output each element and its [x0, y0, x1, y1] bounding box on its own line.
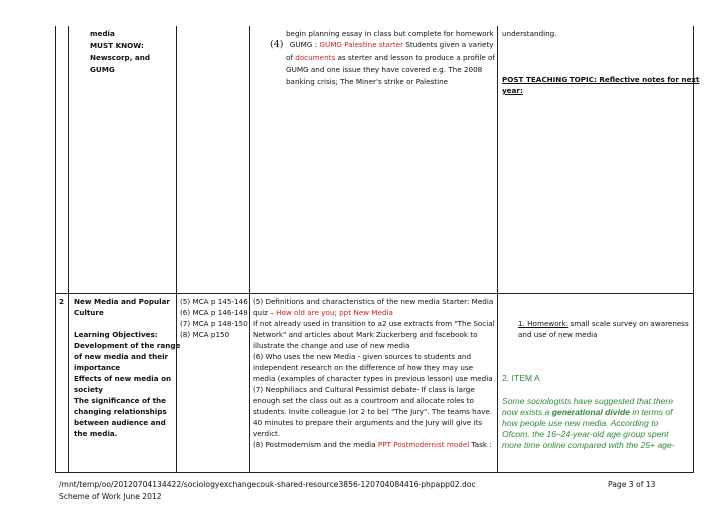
postmodern-text: (8) Postmodernism and the media: [253, 440, 378, 449]
topic-line-1: media: [90, 29, 115, 38]
table-border-right: [693, 26, 694, 473]
activity-text: If not already used in transition to a2 use extracts from "The Social: [253, 319, 495, 328]
homework-label: 1. Homework:: [518, 319, 569, 328]
objective-line: Effects of new media on: [74, 374, 172, 383]
objective-line: changing relationships: [74, 407, 167, 416]
table-border-bottom: [55, 472, 694, 473]
table-border-col3: [249, 26, 250, 473]
activity-text: students. Invite colleague (or 2 to be) "The Jury". The teams have: [253, 407, 490, 416]
resource-ref: (6) MCA p 146-148: [180, 308, 248, 317]
item-a-text: Some sociologists have suggested that there: [502, 396, 674, 406]
activity-students-text: Students given a variety: [403, 40, 494, 49]
how-old-are-you-link[interactable]: How old are you; ppt New Media: [276, 308, 393, 317]
activity-line-3: [286, 53, 495, 64]
activity-text: (5) Definitions and characteristics of the new media Starter: Media: [253, 297, 494, 306]
generational-divide-text: generational divide: [551, 407, 631, 417]
activity-text: independent research on the difference of how they may use: [253, 363, 474, 372]
activity-colon: :: [312, 40, 320, 49]
activity-line-3-b: as sterter and lesson to produce a profile of: [335, 53, 495, 62]
footer-scheme: Scheme of Work June 2012: [59, 492, 162, 501]
topic-title-1: New Media and Popular: [74, 297, 170, 306]
task-text: Task :: [469, 440, 492, 449]
item-a-text: how people use new media. According to: [502, 418, 659, 428]
homework-text: small scale survey on awareness: [568, 319, 689, 328]
resource-ref: (7) MCA p 148-150: [180, 319, 248, 328]
objective-line: between audience and: [74, 418, 166, 427]
postmodernist-model-link[interactable]: PPT Postmodernist model: [377, 440, 470, 449]
table-border-left: [55, 26, 56, 473]
objective-line: The significance of the: [74, 396, 167, 405]
documents-link[interactable]: documents: [295, 53, 336, 62]
homework-line: [518, 319, 689, 330]
post-teaching-heading-2: year:: [502, 86, 523, 95]
row-divider: [55, 293, 694, 294]
topic-title-2: Culture: [74, 308, 104, 317]
topic-line-4: GUMG: [90, 65, 115, 74]
activity-item-4: [270, 40, 494, 51]
objective-line: Learning Objectives:: [74, 330, 158, 339]
activity-text: 40 minutes to prepare their arguments and the Jury will give its: [253, 418, 483, 427]
footer-page-number: Page 3 of 13: [608, 480, 656, 489]
objective-line: the media.: [74, 429, 118, 438]
post-teaching-heading-1: POST TEACHING TOPIC: Reflective notes for next: [502, 75, 700, 84]
activity-text: illustrate the change and use of new media: [253, 341, 410, 350]
activity-line-4: GUMG and one issue they have covered e.g. The 2008: [286, 65, 483, 74]
activity-line-3-a: of: [286, 53, 296, 62]
activity-text: verdict.: [253, 429, 281, 438]
item-a-text: more time online compared with the 25+ age-: [502, 440, 675, 450]
activity-line-1: begin planning essay in class but complete for homework: [286, 29, 494, 38]
gumg-palestine-starter-link[interactable]: GUMG Palestine starter: [319, 40, 404, 49]
activity-line-5: banking crisis; The Miner's strike or Palestine: [286, 77, 449, 86]
topic-line-2: MUST KNOW:: [90, 41, 144, 50]
table-border-col2: [176, 26, 177, 473]
activity-gumg: GUMG: [289, 40, 313, 49]
homework-line-2: and use of new media: [518, 330, 598, 339]
assessment-top-text: understanding.: [502, 29, 557, 38]
resource-ref: (8) MCA p150: [180, 330, 230, 339]
objective-line: importance: [74, 363, 121, 372]
item-a-text-a: now exists a: [502, 407, 552, 417]
item-a-text: [502, 407, 673, 418]
item-a-text: Ofcom, the 16–24-year-old age group spent: [502, 429, 669, 439]
table-border-col1: [68, 26, 69, 473]
objective-line: of new media and their: [74, 352, 169, 361]
objective-line: society: [74, 385, 103, 394]
activity-text: media (examples of character types in previous lesson) use media: [253, 374, 493, 383]
activity-text: Network" and articles about Mark Zuckerberg and facebook to: [253, 330, 478, 339]
objective-line: Development of the range: [74, 341, 181, 350]
resource-ref: (5) MCA p 145-146: [180, 297, 248, 306]
activity-text: enough set the class out as a courtroom and allocate roles to: [253, 396, 474, 405]
activity-text: [253, 440, 492, 451]
activity-quiz-text: quiz –: [253, 308, 277, 317]
topic-line-3: Newscorp, and: [90, 53, 151, 62]
footer-file-path: /mnt/temp/oo/20120704134422/sociologyexchangecouk-shared-resource3856-120704084416-phpapp02.doc: [59, 480, 476, 489]
item-a-heading: 2. ITEM A: [502, 373, 540, 383]
activity-text: (6) Who uses the new Media - given sources to students and: [253, 352, 472, 361]
table-border-col4: [497, 26, 498, 473]
item-a-text-b: in terms of: [630, 407, 673, 417]
item-number: (4): [270, 39, 284, 50]
activity-text: (7) Neophiliacs and Cultural Pessimist debate- If class is large: [253, 385, 475, 394]
activity-text: [253, 308, 393, 319]
row-number: 2: [59, 297, 65, 306]
